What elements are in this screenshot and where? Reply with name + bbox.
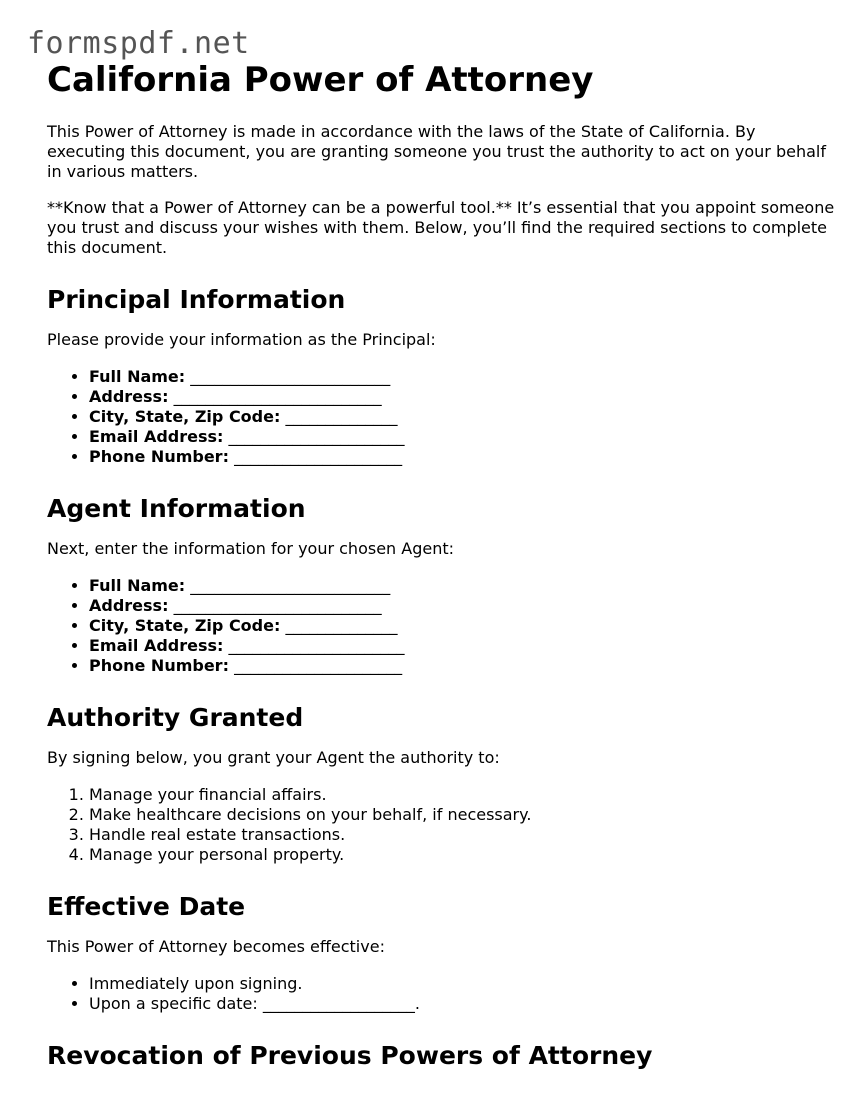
authority-item: 1. Manage your financial affairs.: [89, 785, 837, 805]
principal-field-city-state-zip: [89, 407, 837, 427]
authority-item: 3. Handle real estate transactions.: [89, 825, 837, 845]
field-label: Full Name:: [89, 367, 186, 386]
field-blank: _____________________: [234, 656, 403, 675]
revocation-heading: Revocation of Previous Powers of Attorney: [47, 1041, 653, 1070]
field-blank: __________________________: [173, 387, 382, 406]
watermark: formspdf.net: [27, 26, 250, 61]
field-label: City, State, Zip Code:: [89, 616, 281, 635]
field-blank: _____________________: [234, 447, 403, 466]
agent-field-email: [89, 636, 837, 656]
agent-field-address: [89, 596, 837, 616]
page-title: California Power of Attorney: [47, 60, 594, 100]
effective-list: [47, 974, 837, 1014]
field-blank: ______________________: [228, 427, 405, 446]
agent-field-full-name: [89, 576, 837, 596]
principal-field-phone: [89, 447, 837, 467]
effective-instruction: This Power of Attorney becomes effective:: [47, 937, 385, 956]
field-blank: ______________: [285, 407, 398, 426]
principal-field-list: [47, 367, 837, 467]
field-blank: ______________: [285, 616, 398, 635]
field-blank: ______________________: [228, 636, 405, 655]
agent-field-phone: [89, 656, 837, 676]
agent-instruction: Next, enter the information for your chosen Agent:: [47, 539, 455, 558]
field-label: Phone Number:: [89, 656, 229, 675]
field-blank: _________________________: [190, 576, 391, 595]
field-label: Email Address:: [89, 427, 224, 446]
field-blank: __________________________: [173, 596, 382, 615]
field-label: City, State, Zip Code:: [89, 407, 281, 426]
effective-item: • Immediately upon signing.: [89, 974, 837, 994]
principal-heading: Principal Information: [47, 285, 346, 314]
field-label: Phone Number:: [89, 447, 229, 466]
field-label: Full Name:: [89, 576, 186, 595]
field-label: Address:: [89, 387, 169, 406]
intro-paragraph-2: **Know that a Power of Attorney can be a powerful tool.** It’s essential that you appoint someone you trust and discuss your wishes with them. Below, you’ll find the required sections to complete this document.: [47, 198, 835, 257]
authority-instruction: By signing below, you grant your Agent the authority to:: [47, 748, 500, 767]
principal-instruction: Please provide your information as the Principal:: [47, 330, 436, 349]
field-label: Email Address:: [89, 636, 224, 655]
intro-paragraph-1: This Power of Attorney is made in accordance with the laws of the State of California. By executing this document, you are granting someone you trust the authority to act on your behalf in various matters.: [47, 122, 826, 181]
authority-list: [47, 785, 837, 865]
agent-field-city-state-zip: [89, 616, 837, 636]
effective-item: • Upon a specific date: ___________________.: [89, 994, 837, 1014]
authority-heading: Authority Granted: [47, 703, 304, 732]
effective-heading: Effective Date: [47, 892, 246, 921]
principal-field-full-name: [89, 367, 837, 387]
field-label: Address:: [89, 596, 169, 615]
document-page: [47, 58, 837, 1072]
authority-item: 2. Make healthcare decisions on your behalf, if necessary.: [89, 805, 837, 825]
principal-field-email: [89, 427, 837, 447]
field-blank: _________________________: [190, 367, 391, 386]
agent-heading: Agent Information: [47, 494, 306, 523]
principal-field-address: [89, 387, 837, 407]
authority-item: 4. Manage your personal property.: [89, 845, 837, 865]
agent-field-list: [47, 576, 837, 676]
